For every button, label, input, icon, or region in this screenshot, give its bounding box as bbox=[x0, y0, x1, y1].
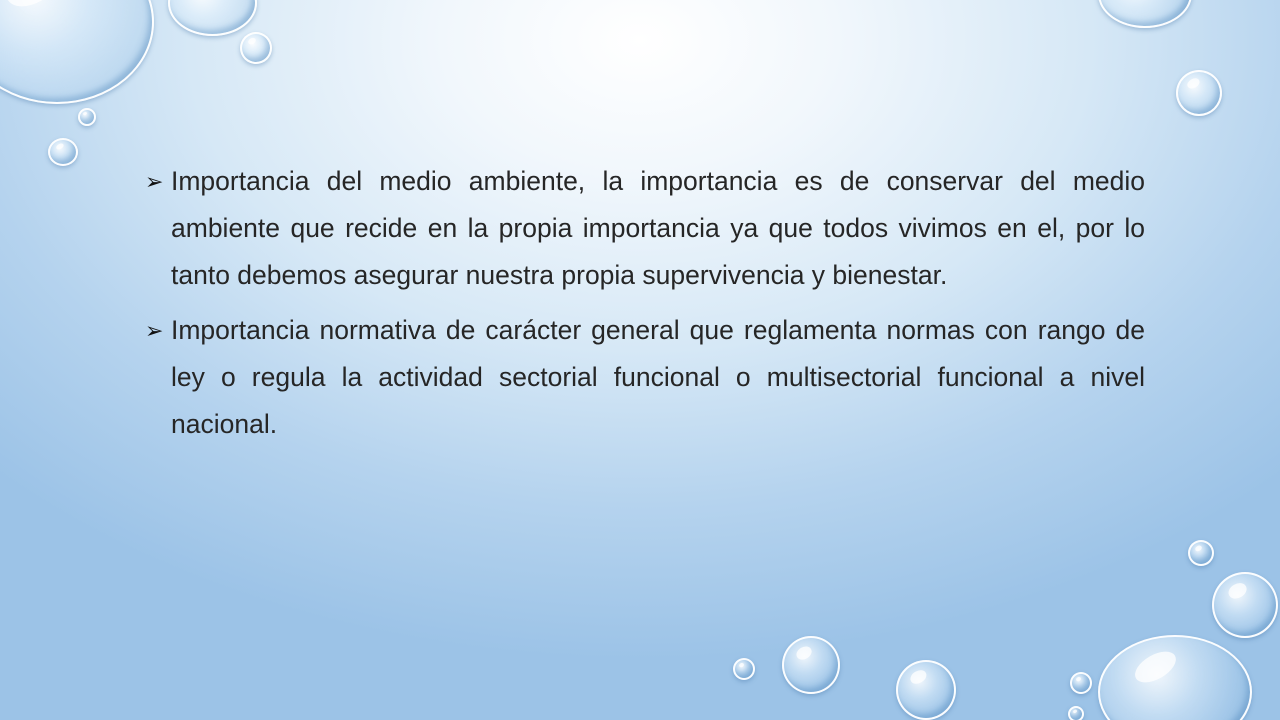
water-drop-decoration bbox=[1068, 706, 1084, 720]
water-drop-decoration bbox=[1098, 635, 1252, 720]
water-drop-decoration bbox=[782, 636, 840, 694]
slide-body bbox=[145, 158, 1145, 456]
bullet-item bbox=[145, 158, 1145, 299]
water-drop-decoration bbox=[1098, 0, 1192, 28]
water-drop-decoration bbox=[168, 0, 257, 36]
water-drop-decoration bbox=[0, 0, 154, 104]
water-drop-decoration bbox=[240, 32, 272, 64]
water-drop-decoration bbox=[1176, 70, 1222, 116]
water-drop-decoration bbox=[1212, 572, 1278, 638]
arrow-bullet-icon: ➢ bbox=[145, 318, 164, 343]
water-drop-decoration bbox=[78, 108, 96, 126]
water-drop-decoration bbox=[733, 658, 755, 680]
bullet-item bbox=[145, 307, 1145, 448]
water-drop-decoration bbox=[1188, 540, 1214, 566]
water-drop-decoration bbox=[896, 660, 956, 720]
water-drop-decoration bbox=[1070, 672, 1092, 694]
bullet-text: Importancia del medio ambiente, la importancia es de conservar del medio ambiente que recide en la propia importancia ya que todos vivimos en el, por lo tanto debemos asegurar nuestra propia supervivencia y bienestar. bbox=[171, 166, 1145, 290]
water-drop-decoration bbox=[48, 138, 78, 166]
arrow-bullet-icon: ➢ bbox=[145, 169, 164, 194]
bullet-text: Importancia normativa de carácter general que reglamenta normas con rango de ley o regula la actividad sectorial funcional o multisectorial funcional a nivel nacional. bbox=[171, 315, 1145, 439]
